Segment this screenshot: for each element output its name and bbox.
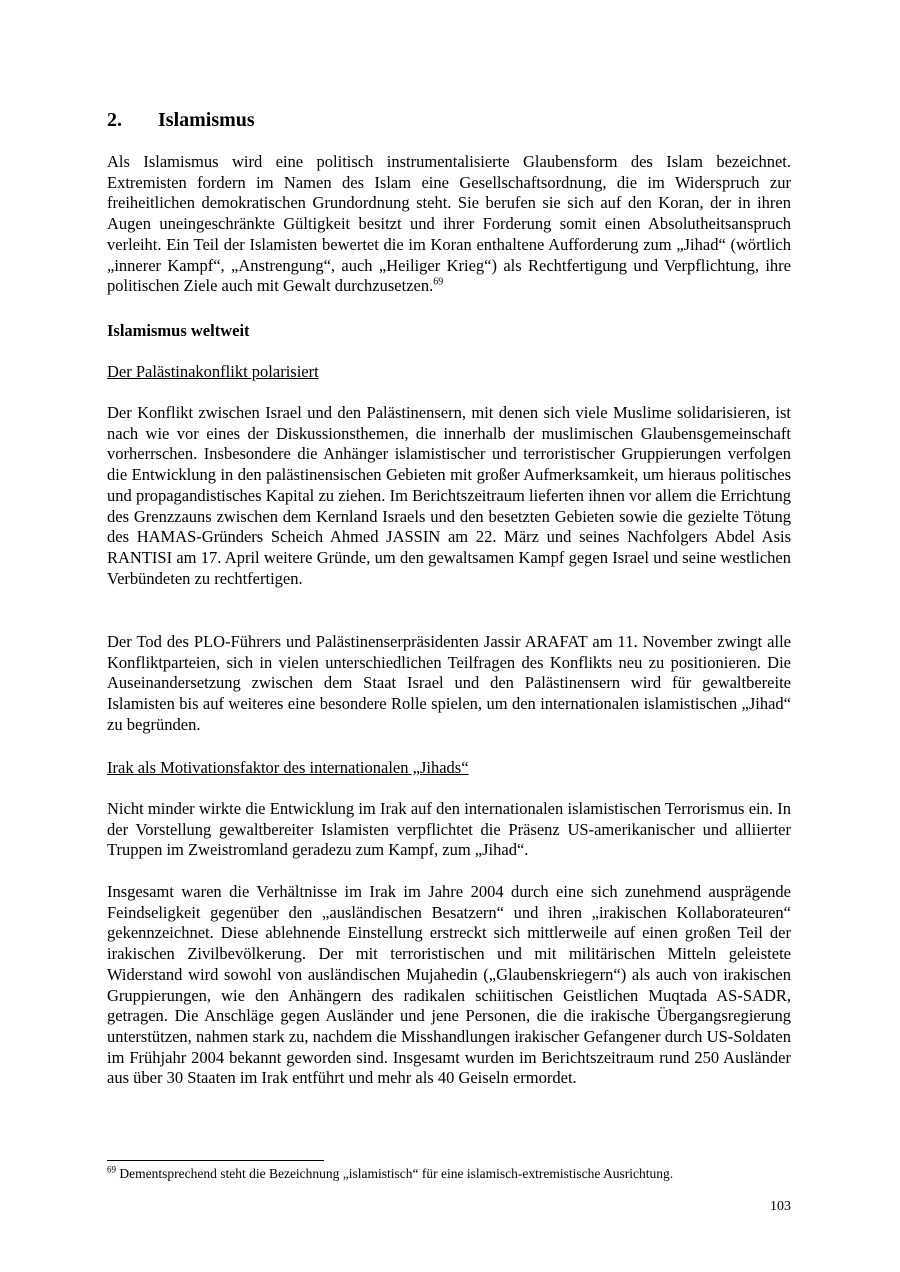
footnote-number: 69: [107, 1164, 116, 1175]
subheading-palaestinakonflikt: Der Palästinakonflikt polarisiert: [107, 362, 319, 381]
paragraph-arafat: Der Tod des PLO-Führers und Palästinenserpräsidenten Jassir ARAFAT am 11. November zwingt alle Konfliktparteien, sich in vielen unterschiedlichen Teilfragen des Konflikts neu zu positionieren. Die Auseinandersetzung zwischen dem Staat Israel und den Palästinensern wird für gewaltbereite Islamisten bis auf weiteres eine besondere Rolle spielen, um den internationalen islamistischen „Jihad“ zu begründen.: [107, 632, 791, 734]
page-number: 103: [770, 1199, 791, 1214]
footnote-text: Dementsprechend steht die Bezeichnung „islamistisch“ für eine islamisch-extremistische Ausrichtung.: [116, 1166, 674, 1181]
paragraph-irak-motivation: Nicht minder wirkte die Entwicklung im Irak auf den internationalen islamistischen Terrorismus ein. In der Vorstellung gewaltbereiter Islamisten verpflichtet die Präsenz US-amerikanischer und alliierter Truppen im Zweistromland geradezu zum Kampf, zum „Jihad“.: [107, 799, 791, 860]
paragraph-palaestina: Der Konflikt zwischen Israel und den Palästinensern, mit denen sich viele Muslime solidarisieren, ist nach wie vor eines der Diskussionsthemen, die innerhalb der muslimischen Glaubensgemeinschaft vorherrschen. Insbesondere die Anhänger islamistischer und terroristischer Gruppierungen verfolgen die Entwicklung in den palästinensischen Gebieten mit großer Aufmerksamkeit, um hieraus politisches und propagandistisches Kapital zu ziehen. Im Berichtszeitraum lieferten ihnen vor allem die Errichtung des Grenzzauns zwischen dem Kernland Israels und den besetzten Gebieten sowie die gezielte Tötung des HAMAS-Gründers Scheich Ahmed JASSIN am 22. März und seines Nachfolgers Abdel Asis RANTISI am 17. April weitere Gründe, um den gewaltsamen Kampf gegen Israel und seine westlichen Verbündeten zu rechtfertigen.: [107, 403, 791, 588]
footnote: [107, 1165, 791, 1183]
section-number: 2.: [107, 109, 122, 131]
footnote-divider: [107, 1160, 324, 1161]
paragraph-intro-text: Als Islamismus wird eine politisch instrumentalisierte Glaubensform des Islam bezeichnet. Extremisten fordern im Namen des Islam eine Gesellschaftsordnung, die im Widerspruch zur freiheitlichen demokratischen Grundordnung steht. Sie berufen sie sich auf den Koran, der in ihren Augen uneingeschränkte Gültigkeit besitzt und ihrer Forderung somit einen Absolutheitsanspruch verleiht. Ein Teil der Islamisten bewertet die im Koran enthaltene Aufforderung zum „Jihad“ (wörtlich „innerer Kampf“, „Anstrengung“, auch „Heiliger Krieg“) als Rechtfertigung und Verpflichtung, ihre politischen Ziele auch mit Gewalt durchzusetzen.: [107, 152, 791, 296]
footnote-ref[interactable]: 69: [433, 276, 444, 288]
paragraph-irak-verhaeltnisse: Insgesamt waren die Verhältnisse im Irak im Jahre 2004 durch eine sich zunehmend ausprägende Feindseligkeit gegenüber den „ausländischen Besatzern“ und ihren „irakischen Kollaborateuren“ gekennzeichnet. Diese ablehnende Einstellung erstreckt sich mittlerweile auf einen großen Teil der irakischen Zivilbevölkerung. Der mit terroristischen und mit militärischen Mitteln geleistete Widerstand wird sowohl von ausländischen Mujahedin („Glaubenskriegern“) als auch von irakischen Gruppierungen, wie den Anhängern des radikalen schiitischen Geistlichen Muqtada AS-SADR, getragen. Die Anschläge gegen Ausländer und jene Personen, die die irakische Übergangsregierung unterstützen, nahmen stark zu, nachdem die Misshandlungen irakischer Gefangener durch US-Soldaten im Frühjahr 2004 bekannt geworden sind. Insgesamt wurden im Berichtszeitraum rund 250 Ausländer aus über 30 Staaten im Irak entführt und mehr als 40 Geiseln ermordet.: [107, 882, 791, 1088]
section-title: Islamismus: [158, 109, 255, 131]
subheading-islamismus-weltweit: Islamismus weltweit: [107, 321, 250, 340]
section-heading: [107, 108, 255, 132]
paragraph-intro: [107, 152, 791, 297]
subheading-irak: Irak als Motivationsfaktor des internationalen „Jihads“: [107, 758, 469, 777]
